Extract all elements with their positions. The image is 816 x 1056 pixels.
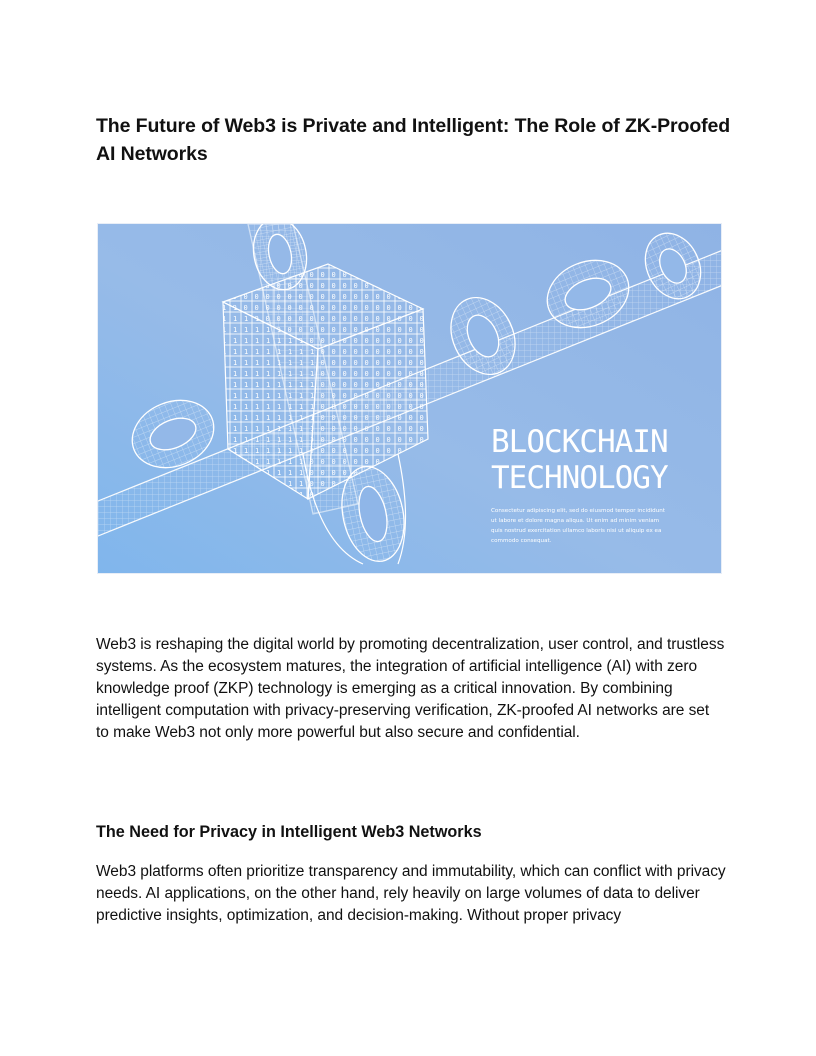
hero-caption-3: quis nostrud exercitation ullamco laboris nisi ut aliquip ex ea bbox=[491, 528, 662, 534]
section-heading: The Need for Privacy in Intelligent Web3 Networks bbox=[96, 823, 482, 841]
blockchain-chain-icon bbox=[98, 224, 722, 574]
article-title: The Future of Web3 is Private and Intelligent: The Role of ZK-Proofed AI Networks bbox=[96, 115, 731, 165]
intro-paragraph: Web3 is reshaping the digital world by promoting decentralization, user control, and trustless systems. As the ecosystem matures, the integration of artificial intelligence (AI) with zero knowledge proof (ZKP) technology is emerging as a critical innovation. By combining intelligent computation with privacy-preserving verification, ZK-proofed AI networks are set to make Web3 not only more powerful but also secure and confidential. bbox=[96, 636, 725, 741]
hero-headline-1: BLOCKCHAIN bbox=[491, 424, 668, 460]
hero-caption-2: ut labore et dolore magna aliqua. Ut enim ad minim veniam bbox=[491, 518, 660, 524]
hero-caption-4: commodo consequat. bbox=[491, 538, 552, 544]
section-paragraph: Web3 platforms often prioritize transparency and immutability, which can conflict with privacy needs. AI applications, on the other hand, rely heavily on large volumes of data to deliver predictive insights, optimization, and decision-making. Without proper privacy bbox=[96, 863, 726, 924]
hero-caption-1: Consectetur adipiscing elit, sed do eiusmod tempor incididunt bbox=[491, 508, 666, 514]
hero-headline-2: TECHNOLOGY bbox=[491, 460, 668, 496]
hero-image bbox=[97, 223, 722, 574]
